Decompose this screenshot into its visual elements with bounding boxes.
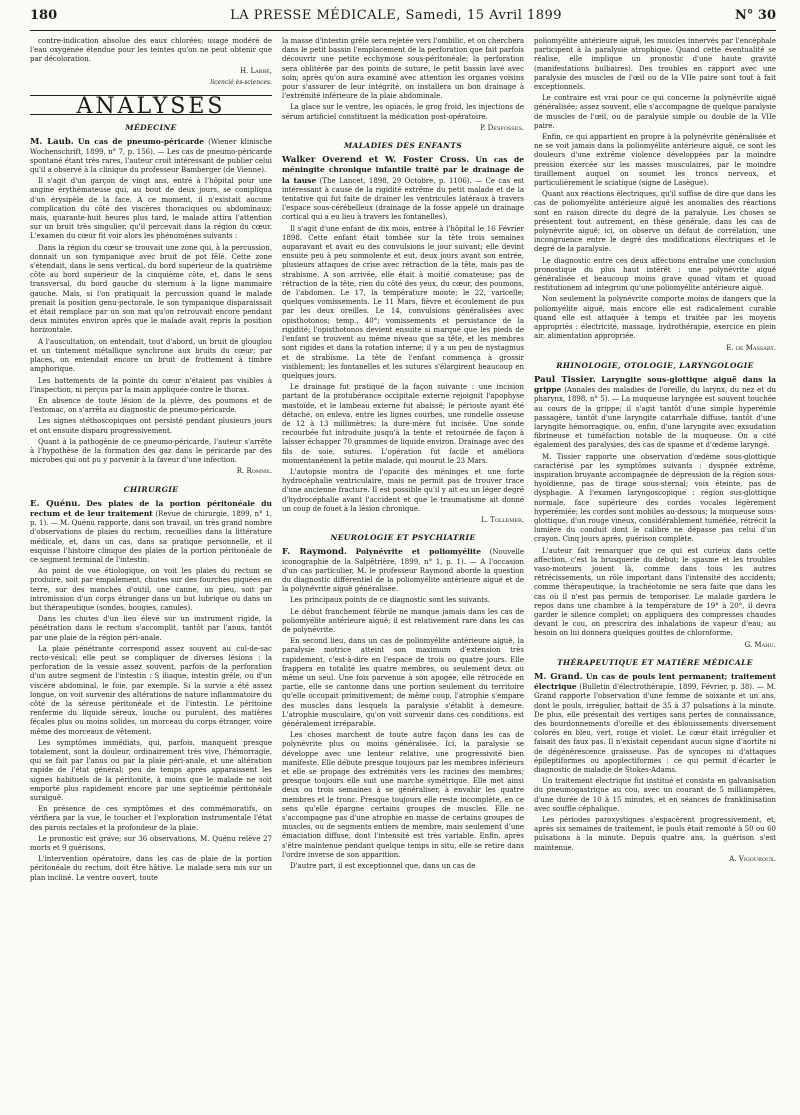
paragraph: Un traitement électrique fut institué et consista en galvanisation du pneumogastrique au cou, avec un courant de 5 milliampères, d'une durée de 10 à 15 minutes, et en séances de franklinisation avec souffle céphalique. [534,777,776,813]
abstract-reference: (The Lancet, 1898, 29 Octobre, p. 1106). — Ce cas est intéressant à cause de la rigidité extrême du petit malade et de la tentative qui fut faite de drainer les ventricules latéraux à travers l'espace sous-cérébelleux (drainage de la fosse appelé un drainage cortical qui a eu lieu à travers les fontanelles). [282,176,524,222]
signature: L. Tollemer. [481,515,524,524]
abstract-title: Un cas de pouls lent permanent; traitement électrique [534,672,776,692]
rubric-rhinologie: RHINOLOGIE, OTOLOGIE, LARYNGOLOGIE [556,360,754,370]
paragraph: En second lieu, dans un cas de poliomyélite antérieure aiguë, la paralysie motrice atteint son maximum d'extension très rapidement, c'est-à-dire en l'espace de trois ou quatre jours. Elle frappera en totalité les quatre membres, ou seulement deux ou même un seul. Une fois parvenue à son apogée, elle rétrocède en partie, elle se cantonne dans une portion seulement du territoire qu'elle occupait primitivement; de même coup, l'atrophie s'empare des muscles dans lesquels la paralysie s'établit à demeure. L'atrophie musculaire, qu'on voit survenir dans ces conditions, est généralement irréparable. [282,637,524,729]
paragraph: Les périodes paroxystiques s'espacèrent progressivement, et, après six semaines de traitement, le pouls était remonté à 50 ou 60 pulsations à la minute. Depuis quatre ans, la guérison s'est maintenue. [534,816,776,852]
signature-title: licencié ès-sciences. [210,78,272,86]
abstract-title: Laryngite sous-glottique aiguë dans la grippe [534,374,776,395]
paragraph: Le diagnostic entre ces deux affections entraîne une conclusion pronostique du plus haut intérêt : une polynévrite aiguë généralisée et beaucoup moins grave quoad vitam et quoad restitutionem ad integrum qu'une poliomyélite antérieure aiguë. [534,256,776,293]
paragraph: Non seulement la polynévrite comporte moins de dangers que la poliomyélite aiguë, mais encore elle est radicalement curable quand elle est attaquée à temps et traitée par les moyens appropriés : électricité, massage, hydrothérapie, exercice en plein air, alimentation appropriée. [534,295,776,341]
abstract-author: Paul Tissier. [534,374,596,385]
abstract-author: M. Grand. [534,672,583,682]
paragraph: L'autopsie montra de l'opacité des méninges et une forte hydrocéphalie ventriculaire, mais ne permit pas de trouver trace d'une ancienne fracture. Il est possible qu'il y ait eu un léger degré d'hydrocéphalie avant l'accident et que le traumatisme ait donné un coup de fouet à la lésion chronique. [282,467,524,513]
paragraph: M. Tissier rapporte une observation d'œdème sous-glottique caractérisé par les symptômes suivants : dyspnée extrême, inspiration bruyante accompagnée de dépression de la région sous-hyoïdienne, pas de tirage sous-sternal; voix éteinte, pas de dysphagie. A l'examen laryngoscopique : région sus-glottique normale, face supérieure des cordes vocales légèrement hyperémiée; les cordes sont mobiles au-dessous; la muqueuse sous-glottique, d'un rouge vineux, considérablement tuméfiée, rétrécit la lumière du conduit dont le calibre ne dépasse pas celui d'un crayon. Cinq jours après, guérison complète. [534,452,776,544]
page-number: 180 [30,8,58,23]
paragraph: L'auteur fait remarquer que ce qui est curieux dans cette affection, c'est la brusquerie du début; le spasme et les troubles vaso-moteurs jouent là, comme dans tous les autres rétrécissements, un rôle important dans l'intensité des accidents; comme thérapeutique, la trachéotomie ne sera faite que dans les cas où il n'est pas permis de temporiser. Le malade gardera le repos dans une chambre à la température de 19° à 20°, il devra garder le silence complet; on appliquera des compresses chaudes devant le cou, on prescrira des inhalations de vapeur d'eau; au besoin on lui donnera quelques gouttes de chloroforme. [534,546,776,638]
abstract-author: E. Quénu. [30,498,81,509]
abstract-heading [282,155,524,222]
abstract-reference: (Annales des maladies de l'oreille, du larynx, du nez et du pharynx, 1898, n° 5). — La muqueuse laryngée est souvent touchée au cours de la grippe; il s'agit tantôt d'une simple hyperémie passagère, tantôt d'une laryngite catarrhale diffuse, tantôt d'une laryngite hémorragique, ou, enfin, d'une laryngite avec exsudation fibrineuse et tuméfaction notable de la muqueuse. On a cité également des paralysies, des cas de spasme et d'œdème laryngé. [534,386,776,450]
paragraph: Les signes stéthoscopiques ont persisté pendant plusieurs jours et ont ensuite disparu progressivement. [30,417,272,435]
column-2 [282,37,524,1115]
paragraph: Dans la région du cœur se trouvait une zone qui, à la percussion, donnait un son tympanique avec bruit de pot fêlé. Cette zone s'étendait, dans le sens vertical, du bord supérieur de la quatrième côte au bord supérieur de la cinquième côte, et, dans le sens transversal, du bord gauche du sternum à la ligne mammaire gauche. Mais, si l'on pratiquait la percussion quand le malade prenait la position genu-pectorale, le son tympanique disparaissait et était remplacé par un son mat qu'on retrouvait encore pendant deux minutes environ après que le malade avait repris la position horizontale. [30,243,272,335]
paragraph: Les choses marchent de toute autre façon dans les cas de polynévrite plus ou moins généralisée. Ici, la paralysie se développe avec une lenteur relative, une progressivité bien manifeste. Elle débute presque toujours par les membres inférieurs et elle se propage des extrémités vers les racines des membres; presque toujours elle suit une marche symétrique. Elle met ainsi deux ou trois semaines à se généraliser, à envahir les quatre membres et le tronc. Presque toujours elle reste incomplète, en ce sens qu'elle épargne certains groupes de muscles. Elle ne s'accompagne pas d'une atrophie en masse de certains groupes de muscles, ou de segments entiers de membre, mais seulement d'une émaciation diffuse, dont l'intensité est très variable. Enfin, après s'être maintenue pendant quelque temps in situ, elle se retire dans l'ordre inverse de son apparition. [282,731,524,859]
signature: P. Desfosses. [479,123,524,132]
paragraph: Au point de vue étiologique, on voit les plaies du rectum se produire, soit par empalement, chutes sur des fourches piquées en terre, sur des manches d'outil, une canne, un pieu, soit par intromission d'un corps étranger dans un but lubrique ou dans un but thérapeutique (sondes, bougies, canules). [30,567,272,612]
abstract-reference: (Nouvelle iconographie de la Salpêtrière, 1899, n° 1, p. 1). — A l'occasion d'un cas particulier, M. le professeur Raymond aborde la question du diagnostic différentiel de la poliomyélite antérieure aiguë et de la polynévrite aiguë généralisée. [282,548,524,594]
paragraph: Le contraire est vrai pour ce qui concerne la polynévrite aiguë généralisée; assez souvent, elle s'accompagne de quelque paralysie de muscles de l'œil, ou de paralysie simple ou double de la VIIe paire. [534,94,776,130]
paragraph: poliomyélite antérieure aiguë, les muscles innervés par l'encéphale participent à la paralysie atrophique. Quand cette éventualité se réalise, elle implique un pronostic d'une haute gravité (manifestations bulbaires). Des troubles en rapport avec une paralysie des muscles de l'œil ou de la VIIe paire sont tout à fait exceptionnels. [534,37,776,92]
signature: A. Vigouroux. [729,854,776,863]
paragraph: la masse d'intestin grêle sera rejetée vers l'ombilic, et on cherchera dans le petit bassin l'emplacement de la perforation que fait parfois découvrir une petite ecchymose sous-péritonéale; la perforation sera oblitérée par des points de suture, le petit bassin lavé avec soin; après qu'on aura examiné avec attention les organes voisins pour s'assurer de leur intégrité, on installera un bon drainage à l'extrémité inférieure de la plaie abdominale. [282,37,524,101]
abstract-heading [30,499,272,565]
column-1 [30,37,272,1115]
abstract-title: Polynévrite et poliomyélite [355,547,482,557]
paragraph: Dans les chutes d'un lieu élevé sur un instrument rigide, la pénétration dans le rectum s'accomplit, tantôt par l'anus, tantôt par une plaie de la région péri-anale. [30,615,272,642]
abstract-author: F. Raymond. [282,547,347,558]
section-title-analyses: ANALYSES [30,95,272,115]
paragraph: contre-indication absolue des eaux chlorées; usage modéré de l'eau oxygénée étendue pour les teintes qu'on ne peut obtenir que par décoloration. [30,37,272,64]
abstract-heading [534,672,776,775]
paragraph: Les symptômes immédiats, qui, parfois, manquent presque totalement, sont la douleur, ordinairement très vive, l'hémorragie, qui se fait par l'anus ou par la plaie péri-anale, et une altération rapide de l'état général; peu de temps après apparaissent les signes habituels de la péritonite, à moins que le malade ne soit emporté plus rapidement encore par une septicémie péritonéale suraiguë. [30,738,272,803]
paragraph: L'intervention opératoire, dans les cas de plaie de la portion péritonéale du rectum, doit être hâtive. Le malade sera mis sur un plan incliné. Le ventre ouvert, toute [30,855,272,882]
paragraph: Il s'agit d'un garçon de vingt ans, entré à l'hôpital pour une angine érythémateuse qui, au bout de deux jours, se compliqua d'un érysipèle de la face. A ce moment, il n'existait aucune complication du côté des viscères thoraciques ou abdominaux; mais, quarante-huit heures plus tard, le malade attira l'attention sur un bruit très singulier, qu'il percevait dans la région du cœur. L'examen du cœur fit voir alors les phénomènes suivants : [30,177,272,241]
paragraph: Enfin, ce qui appartient en propre à la polynévrite généralisée et ne se voit jamais dans la poliomyélite antérieure aiguë, ce sont les douleurs d'une extrême violence développées par la moindre pression exercée sur les masses musculaires, par le moindre tiraillement auquel on soumet les troncs nerveux, et particulièrement le sciatique (signe de Lasègue). [534,133,776,188]
signature: R. Romme. [236,467,272,476]
paragraph: En absence de toute lésion de la plèvre, des poumons et de l'estomac, on s'arrêta au diagnostic de pneumo-péricarde. [30,396,272,415]
abstract-heading [282,547,524,594]
paragraph: La plaie pénétrante correspond assez souvent au cul-de-sac recto-vésical; elle peut se compliquer de diverses lésions : la perforation de la vessie assez souvent, parfois de la perforation d'un autre segment de l'intestin : S iliaque, intestin grêle, ou d'un viscère abdominal, le foie, par exemple. Si la survie a été assez longue, on voit survenir des altérations de nature inflammatoire du côté de la séreuse péritonéale et de l'intestin. Le péritoine renferme du liquide séreux, louche ou purulent, des matières fécales plus ou moins solides, un morceau du corps étranger, voire même des morceaux de vêtement. [30,644,272,736]
rubric-neurologie: NEUROLOGIE ET PSYCHIATRIE [330,533,476,543]
paragraph: Il s'agit d'une enfant de dix mois, entrée à l'hôpital le 16 Février 1898. Cette enfant était tombée sur la tête trois semaines auparavant et avait eu des convulsions le jour suivant; elle devint ensuite peu à peu somnolente et eut, deux jours avant son entrée, plusieurs attaques de crise avec rétraction de la tête, mais pas de strabisme. A son arrivée, elle était à moitié comateuse; pas de rétraction de la tête, rien du côté des yeux, du cœur, des poumons, de l'abdomen. Le 17, la température monte; le 22, varicelle; quelques vomissements. Le 11 Mars, fièvre et écoulement de pus par les deux oreilles. Le 14, convulsions généralisées avec opisthotonos; temp., 40°; vomissements et persistance de la rigidité; l'opisthotonos devient ensuite si marqué que les pieds de l'enfant se trouvent au même niveau que sa tête, et les membres sont rigides et dans la rotation interne; il y a un peu de nystagmus et de strabisme. La tête de l'enfant commença à grossir visiblement; les fontanelles et les sutures s'élargirent beaucoup en quelques jours. [282,224,524,380]
paragraph: Les principaux points de ce diagnostic sont les suivants. [290,596,490,605]
paragraph: Le début franchement fébrile ne manque jamais dans les cas de poliomyélite antérieure aiguë; il est relativement rare dans les cas de polynévrite. [282,607,524,634]
abstract-title: Des plaies de la portion péritonéale du rectum et de leur traitement [30,498,272,518]
signature: H. Labbé, [239,66,272,75]
page-header [30,8,776,31]
column-3 [534,37,776,1115]
signature: G. Mahu. [744,640,776,649]
abstract-author: Walker Overend et W. Foster Cross. [282,155,470,166]
paragraph: Quant aux réactions électriques, qu'il suffise de dire que dans les cas de poliomyélite antérieure aiguë les anomalies des réactions sont en raison directe du degré de la paralysie. Les choses se présentent tout autrement, en thèse générale, dans les cas de polynévrite aiguë; ici, on observe un défaut de corrélation, une incongruence entre le degré des modifications électriques et le degré de la paralysie. [534,190,776,254]
rubric-therapeutique: THÉRAPEUTIQUE ET MATIÈRE MÉDICALE [557,657,753,667]
abstract-title: Un cas de pneumo-péricarde [77,137,205,147]
journal-title: LA PRESSE MÉDICALE, Samedi, 15 Avril 1899 [230,8,563,23]
issue-number: N° 30 [735,8,776,23]
paragraph: La glace sur le ventre, les opiacés, le grog froid, les injections de sérum artificiel constituent la médication post-opératoire. [282,103,524,121]
paragraph: Quant à la pathogénie de ce pneumo-péricarde, l'auteur s'arrête à l'hypothèse de la formation des gaz dans le péricarde par des microbes qui ont pu y parvenir à la faveur d'une infection. [30,437,272,465]
paragraph: A l'auscultation, on entendait, tout d'abord, un bruit de glouglou et un tintement métallique synchrone aux bruits du cœur; par places, on entendait encore un bruit de frottement à timbre amphorique. [30,337,272,374]
abstract-heading [534,375,776,451]
paragraph: Le drainage fut pratiqué de la façon suivante : une incision partant de la protubérance occipitale externe rejoignit l'apophyse mastoïde, et le lambeau externe fut abaissé; le périoste ayant été détaché, on enleva, entre les lignes courbes, une rondelle osseuse de 12 à 13 millimètres; la dure-mère fut incisée. Une sonde recourbée fut introduite jusqu'à la tente et retournée de façon à laisser échapper 70 grammes de liquide environ. Drainage avec des fils de soie, sutures. L'opération fut facile et améliora momentanément la petite malade, qui mourut le 23 Mars. [282,383,524,465]
abstract-heading [30,137,272,175]
rubric-medecine: MÉDECINE [125,123,177,133]
abstract-reference: (Bulletin d'électrothérapie, 1899, Février, p. 38). — M. Grand rapporte l'observation d'une femme de soixante et un ans, dont le pouls, irrégulier, battait de 35 à 37 pulsations à la minute. De plus, elle présentait des vertiges sans pertes de connaissance, des bourdonnements d'oreille et des éblouissements diversement colorés en bleu, vert, rouge et violet. Le cœur était irrégulier et faisait des faux pas. Il n'existait cependant aucun signe d'aortite ni de dégénérescence graisseuse. Pas de syncopes ni d'attaques épileptiformes ou apoplectiformes : ce qui permit d'écarter le diagnostic de maladie de Stokes-Adams. [534,683,776,775]
paragraph: En présence de ces symptômes et des commémoratifs, on vérifiera par la vue, le toucher et l'exploration instrumentale l'état des parois rectales et la profondeur de la plaie. [30,805,272,832]
rubric-chirurgie: CHIRURGIE [123,484,179,494]
abstract-reference: (Revue de chirurgie, 1899, n° 1, p. 1). — M. Quénu rapporte, dans son travail, un très grand nombre d'observations de plaies du rectum, recueillies dans la littérature médicale, et, dans un cas, dans sa pratique personnelle, et il esquisse l'histoire clinique des plaies de la portion péritonéale de ce segment terminal de l'intestin. [30,509,272,564]
abstract-title: Un cas de méningite chronique infantile traité par le drainage de la tause [282,155,524,185]
columns [30,37,776,1115]
paragraph: D'autre part, il est exceptionnel que, dans un cas de [290,862,476,871]
abstract-reference: (Wiener klinische Wochenschrift, 1899, n° 7, p. 156). — Les cas de pneumo-péricarde spontané étant très rares, l'auteur croit intéressant de publier celui qu'il a observé à la clinique du professeur Bamberger (de Vienne). [30,138,272,175]
signature: E. de Massary. [726,343,776,352]
abstract-author: M. Laub. [30,137,74,148]
paragraph: Les battements de la pointe du cœur n'étaient pas visibles à l'inspection, ni perçus par la main appliquée contre le thorax. [30,376,272,394]
rubric-enfants: MALADIES DES ENFANTS [343,141,463,151]
paragraph: Le pronostic est grave; sur 36 observations, M. Quénu relève 27 morts et 9 guérisons. [30,834,272,853]
